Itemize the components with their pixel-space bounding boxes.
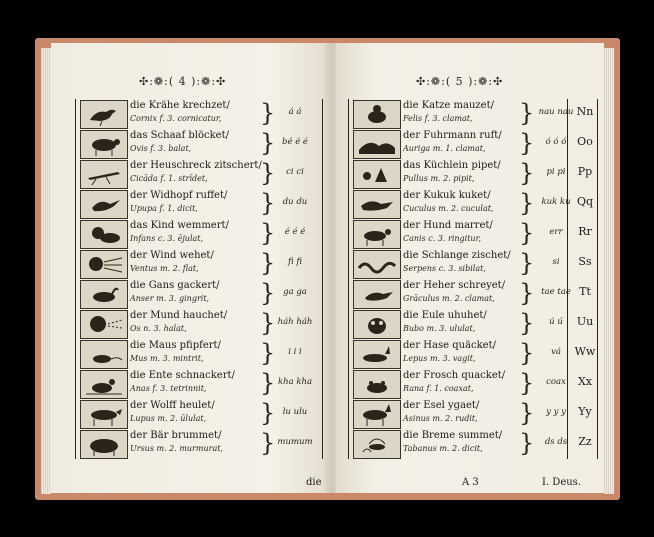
german-verb-phrase: die Katze mauzet/ [403,100,494,111]
sound-syllable: kha kha [277,377,313,387]
brace-glyph: } [519,279,535,307]
brace-glyph: } [519,249,535,277]
entry-row [349,219,597,248]
sound-syllable: err [549,227,563,237]
german-verb-phrase: der Fuhrmann ruft/ [403,130,502,141]
alphabet-letter-pair: Yy [578,405,592,418]
donkey-woodcut-icon [353,400,401,429]
entry-row [76,129,322,158]
german-verb-phrase: der Bär brummet/ [130,430,222,441]
wind-woodcut-icon [80,250,128,279]
sound-syllable: kuk ku [541,197,571,207]
baby-woodcut-icon [80,220,128,249]
brace-glyph: } [519,339,535,367]
entry-row [76,309,322,338]
cuckoo-woodcut-icon [353,190,401,219]
brace-glyph: } [260,429,276,457]
entry-row [349,189,597,218]
dog-woodcut-icon [353,220,401,249]
bear-woodcut-icon [80,430,128,459]
latin-translation: Cuculus m. 2. cuculat, [403,204,494,213]
brace-glyph: } [260,279,276,307]
goose-woodcut-icon [80,280,128,309]
sound-syllable: mumum [277,437,313,447]
brace-glyph: } [519,129,535,157]
latin-translation: Upupa f. 1. dicit, [130,204,198,213]
left-page-table [75,99,323,459]
sound-syllable: nau nau [538,107,574,117]
brace-glyph: } [260,159,276,187]
brace-glyph: } [519,159,535,187]
alphabet-letter-pair: Oo [577,135,593,148]
latin-translation: Bubo m. 3. ululat, [403,324,476,333]
sound-syllable: ú ú [549,317,563,327]
latin-translation: Canis c. 3. ringitur, [403,234,482,243]
german-verb-phrase: der Wolff heulet/ [130,400,215,411]
latin-translation: Ursus m. 2. murmurat, [130,444,223,453]
frog-woodcut-icon [353,370,401,399]
german-verb-phrase: die Breme summet/ [403,430,503,441]
latin-translation: Rana f. 1. coaxat, [403,384,474,393]
german-verb-phrase: der Wind wehet/ [130,250,214,261]
latin-translation: Grāculus m. 2. clamat, [403,294,495,303]
entry-row [76,159,322,188]
entry-row [76,369,322,398]
brace-glyph: } [260,129,276,157]
latin-translation: Cornix f. 3. cornicatur, [130,114,222,123]
latin-translation: Felis f. 3. clamat, [403,114,473,123]
brace-glyph: } [260,309,276,337]
snake-woodcut-icon [353,250,401,279]
right-page [336,43,604,493]
sound-syllable: si [552,257,560,267]
german-verb-phrase: der Frosch quacket/ [403,370,506,381]
right-signature: A 3 [462,477,479,488]
sound-syllable: ds ds [544,437,568,447]
entry-row [76,219,322,248]
mouse-woodcut-icon [80,340,128,369]
entry-row [76,189,322,218]
entry-row [76,279,322,308]
latin-translation: Lepus m. 3. vagit, [403,354,476,363]
alphabet-letter-pair: Qq [576,195,594,208]
horsefly-woodcut-icon [353,430,401,459]
sound-syllable: i i i [288,347,302,357]
latin-translation: Os n. 3. halat, [130,324,187,333]
german-verb-phrase: die Schlange zischet/ [403,250,511,261]
alphabet-letter-pair: Rr [578,225,592,238]
alphabet-letter-pair: Uu [576,315,594,328]
right-page-edge [604,48,614,494]
entry-row [349,369,597,398]
brace-glyph: } [260,219,276,247]
right-page-table [348,99,598,459]
entry-row [349,99,597,128]
entry-row [349,159,597,188]
entry-row [76,249,322,278]
duck-woodcut-icon [80,370,128,399]
sound-syllable: bé é é [282,137,308,147]
latin-translation: Infans c. 3. ējulat, [130,234,204,243]
mouth-woodcut-icon [80,310,128,339]
carter-woodcut-icon [353,130,401,159]
latin-translation: Anser m. 3. gingrit, [130,294,210,303]
brace-glyph: } [260,249,276,277]
alphabet-letter-pair: Ss [578,255,592,268]
latin-translation: Mus m. 3. mintrit, [130,354,204,363]
german-verb-phrase: der Hund marret/ [403,220,493,231]
entry-row [76,99,322,128]
alphabet-letter-pair: Ww [574,345,596,358]
german-verb-phrase: der Kukuk kuket/ [403,190,491,201]
latin-translation: Ventus m. 2. flat, [130,264,199,273]
latin-translation: Lupus m. 2. ūlulat, [130,414,207,423]
brace-glyph: } [519,99,535,127]
german-verb-phrase: die Ente schnackert/ [130,370,235,381]
sound-syllable: é é é [284,227,306,237]
entry-row [76,339,322,368]
right-catchword: I. Deus. [542,477,581,488]
right-running-head: ✣:❁:( 5 ):❁:✣ [416,75,504,88]
grasshopper-woodcut-icon [80,160,128,189]
latin-translation: Tabanus m. 2. dicit, [403,444,483,453]
alphabet-letter-pair: Xx [577,375,593,388]
sound-syllable: fi fi [287,257,303,267]
german-verb-phrase: der Mund hauchet/ [130,310,228,321]
alphabet-letter-pair: Zz [578,435,592,448]
entry-row [349,279,597,308]
brace-glyph: } [519,219,535,247]
german-verb-phrase: das Küchlein pipet/ [403,160,501,171]
brace-glyph: } [519,309,535,337]
entry-row [349,339,597,368]
german-verb-phrase: der Esel ygaet/ [403,400,480,411]
owl-woodcut-icon [353,310,401,339]
brace-glyph: } [260,369,276,397]
sound-syllable: y y y [546,407,566,417]
german-verb-phrase: der Heher schreyet/ [403,280,506,291]
left-catchword: die [306,477,322,488]
german-verb-phrase: die Maus pfipfert/ [130,340,221,351]
entry-row [349,309,597,338]
german-verb-phrase: der Hase quäcket/ [403,340,496,351]
brace-glyph: } [260,189,276,217]
entry-row [349,249,597,278]
chick-woodcut-icon [353,160,401,189]
brace-glyph: } [519,369,535,397]
sound-syllable: tae tae [541,287,571,297]
alphabet-letter-pair: Nn [576,105,594,118]
german-verb-phrase: der Widhopf ruffet/ [130,190,228,201]
sound-syllable: háh háh [277,317,313,327]
alphabet-letter-pair: Pp [577,165,593,178]
entry-row [76,429,322,458]
german-verb-phrase: der Heuschreck zitschert/ [130,160,262,171]
hare-woodcut-icon [353,340,401,369]
sound-syllable: ó ó ó [545,137,567,147]
entry-row [349,129,597,158]
latin-translation: Serpens c. 3. sibilat, [403,264,486,273]
sound-syllable: lu ulu [282,407,308,417]
left-running-head: ✣:❁:( 4 ):❁:✣ [139,75,227,88]
brace-glyph: } [260,339,276,367]
german-verb-phrase: die Gans gackert/ [130,280,220,291]
brace-glyph: } [519,189,535,217]
cat-woodcut-icon [353,100,401,129]
crow-woodcut-icon [80,100,128,129]
latin-translation: Auriga m. 1. clamat, [403,144,486,153]
latin-translation: Anas f. 3. tetrinnit, [130,384,207,393]
german-verb-phrase: das Schaaf blöcket/ [130,130,229,141]
brace-glyph: } [519,429,535,457]
brace-glyph: } [260,99,276,127]
alphabet-letter-pair: Tt [579,285,591,298]
brace-glyph: } [260,399,276,427]
entry-row [349,429,597,458]
sound-syllable: vá [551,347,561,357]
latin-translation: Asinus m. 2. rudit, [403,414,478,423]
jay-woodcut-icon [353,280,401,309]
german-verb-phrase: das Kind wemmert/ [130,220,229,231]
open-book [35,38,620,500]
sound-syllable: á á [288,107,302,117]
german-verb-phrase: die Krähe krechzet/ [130,100,230,111]
hoopoe-woodcut-icon [80,190,128,219]
sound-syllable: ci ci [286,167,304,177]
sound-syllable: du du [282,197,308,207]
entry-row [349,399,597,428]
wolf-woodcut-icon [80,400,128,429]
brace-glyph: } [519,399,535,427]
left-page-edge [41,48,51,494]
latin-translation: Cicāda f. 1. strīdet, [130,174,208,183]
sound-syllable: coax [546,377,566,387]
sheep-woodcut-icon [80,130,128,159]
left-page [51,43,328,493]
sound-syllable: pi pi [546,167,566,177]
sound-syllable: ga ga [283,287,307,297]
german-verb-phrase: die Eule uhuhet/ [403,310,487,321]
latin-translation: Ovis f. 3. balat, [130,144,192,153]
entry-row [76,399,322,428]
latin-translation: Pullus m. 2. pipit, [403,174,475,183]
